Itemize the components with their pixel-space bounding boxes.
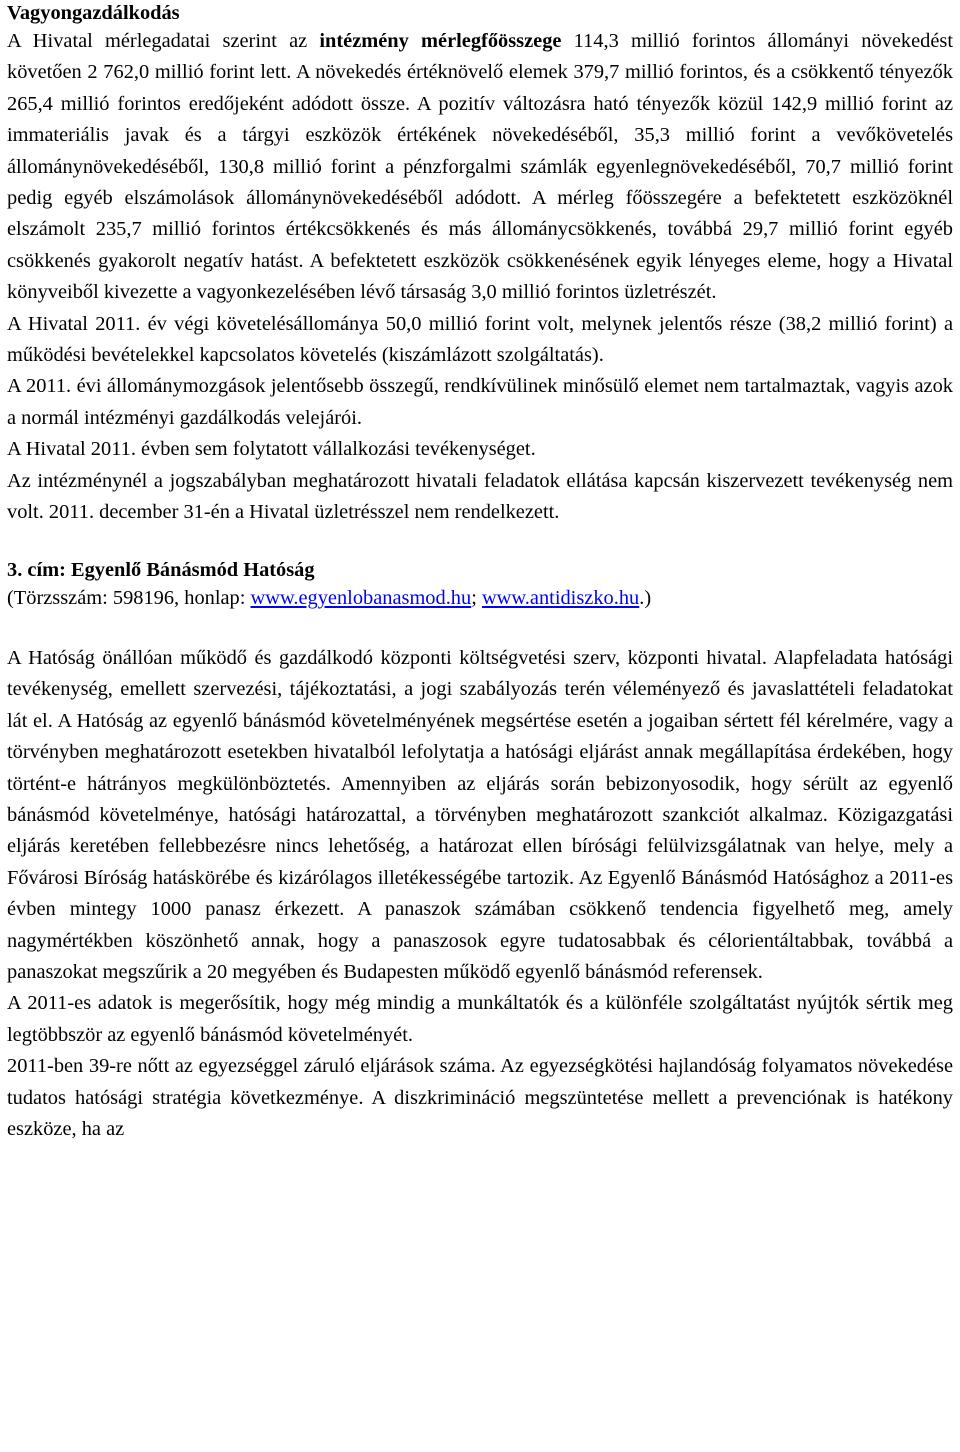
text-segment: .) xyxy=(639,586,652,609)
paragraph-stock-movements: A 2011. évi állománymozgások jelentősebb összegű, rendkívülinek minősülő elemet nem tartalmaztak, vagyis azok a normál intézményi gazdálkodás velejárói. xyxy=(7,375,953,429)
paragraph-balance-sheet xyxy=(7,26,953,309)
spacer xyxy=(7,529,953,557)
text-segment: (Törzsszám: 598196, honlap: xyxy=(7,586,251,609)
paragraph-settlements: 2011-ben 39-re nőtt az egyezséggel záruló eljárások száma. Az egyezségkötési hajlandóság folyamatos növekedése tudatos hatósági stratégia következménye. A diszkrimináció megszüntetése mellett a prevenciónak is hatékony eszköze, ha az xyxy=(7,1055,953,1140)
text-segment: 114,3 millió forintos állományi növekedést követően 2 762,0 millió forint lett. A növekedés értéknövelő elemek 379,7 millió forintos, és a csökkentő tényezők 265,4 millió forintos eredőjeként adódott össze. A pozitív változásra ható tényezők közül 142,9 millió forint az immateriális javak és a tárgyi eszközök értékének növekedéséből, 35,3 millió forint a vevőkövetelés állománynövekedéséből, 130,8 millió forint a pénzforgalmi számlák egyenlegnövekedéséből, 70,7 millió forint pedig egyéb elszámolások állománynövekedéséből adódott. A mérleg főösszegére a befektetett eszközöknél elszámolt 235,7 millió forintos értékcsökkenés és más állománycsökkenés, továbbá 29,7 millió forint egyéb csökkenés gyakorolt negatív hatást. A befektetett eszközök csökkenésének egyik lényeges eleme, hogy a Hivatal könyveiből kivezette a vagyonkezelésében lévő társaság 3,0 millió forintos üzletrészét. xyxy=(7,30,954,304)
bold-term: intézmény mérlegfőösszege xyxy=(319,30,562,52)
registration-info xyxy=(7,583,953,614)
paragraph-receivables: A Hivatal 2011. év végi követelésállománya 50,0 millió forint volt, melynek jelentős része (38,2 millió forint) a működési bevételekkel kapcsolatos követelés (kiszámlázott szolgáltatás). xyxy=(7,312,953,367)
link-antidiszko[interactable]: www.antidiszko.hu xyxy=(481,586,640,609)
paragraph-business-activity: A Hivatal 2011. évben sem folytatott vállalkozási tevékenységet. xyxy=(7,438,536,461)
text-segment: ; xyxy=(471,586,482,609)
section-title-vagyongazdalkodas: Vagyongazdálkodás xyxy=(7,2,180,24)
section-title-egyenlo-banasmod: 3. cím: Egyenlő Bánásmód Hatóság xyxy=(7,558,315,581)
link-egyenlobanasmod[interactable]: www.egyenlobanasmod.hu xyxy=(250,586,472,609)
text-segment: A Hivatal mérlegadatai szerint az xyxy=(7,30,320,52)
paragraph-authority-description: A Hatóság önállóan működő és gazdálkodó központi költségvetési szerv, központi hivatal. Alapfeladata hatósági tevékenység, emellett szervezési, tájékoztatási, a jogi szabályozás terén véleményező és javaslattételi feladatokat lát el. A Hatóság az egyenlő bánásmód követelményének megsértése esetén a jogaiban sértett fél kérelmére, vagy a törvényben meghatározott esetekben hivatalból lefolytatja a hatósági eljárást annak megállapítása érdekében, hogy történt-e hátrányos megkülönböztetés. Amennyiben az eljárás során bebizonyosodik, hogy sérült az egyenlő bánásmód követelménye, hatósági határozattal, a törvényben meghatározott szankciót alkalmaz. Közigazgatási eljárás keretében fellebbezésre nincs lehetőség, a határozat ellen bírósági felülvizsgálatnak van helye, mely a Fővárosi Bíróság hatáskörébe és kizárólagos illetékességébe tartozik. Az Egyenlő Bánásmód Hatósághoz a 2011-es évben mintegy 1000 panasz érkezett. A panaszok számában csökkenő tendencia figyelhető meg, amely nagymértékben köszönhető annak, hogy a panaszosok egyre tudatosabbak és célorientáltabbak, továbbá a panaszokat megszűrik a 20 megyében és Budapesten működő egyenlő bánásmód referensek. xyxy=(7,646,953,983)
paragraph-2011-data: A 2011-es adatok is megerősítik, hogy még mindig a munkáltatók és a különféle szolgáltatást nyújtók sértik meg legtöbbször az egyenlő bánásmód követelményét. xyxy=(7,992,953,1046)
paragraph-outsourcing: Az intézménynél a jogszabályban meghatározott hivatali feladatok ellátása kapcsán kiszervezett tevékenység nem volt. 2011. december 31-én a Hivatal üzletrésszel nem rendelkezett. xyxy=(7,469,953,524)
spacer xyxy=(7,614,953,643)
